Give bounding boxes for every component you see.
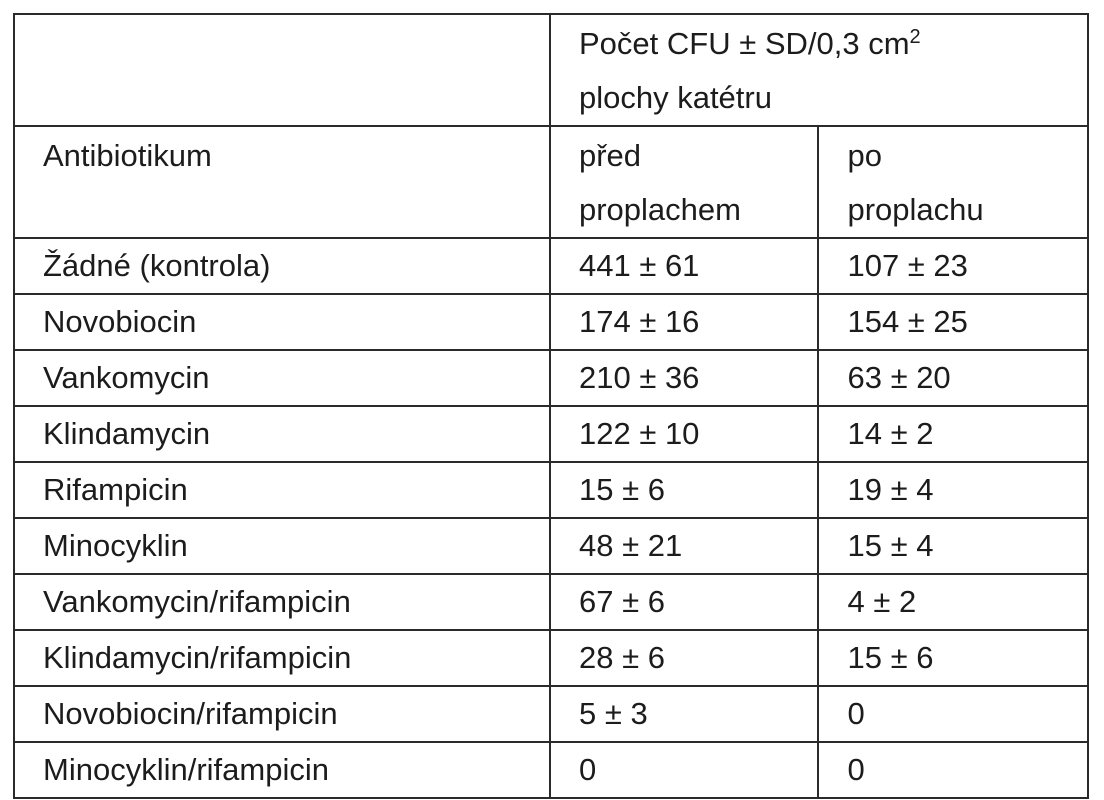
- cfu-heading-line2: plochy katétru: [578, 80, 772, 115]
- table-row: [14, 630, 1088, 686]
- antibiotic-cell: Minocyklin: [14, 518, 550, 574]
- table-row: [14, 294, 1088, 350]
- after-heading-line2: proplachu: [847, 192, 984, 227]
- cfu-heading-line1: [579, 17, 1087, 71]
- before-value-cell: 122 ± 10: [550, 406, 818, 462]
- antibiotic-cell: Novobiocin/rifampicin: [14, 686, 550, 742]
- before-value-cell: 174 ± 16: [550, 294, 818, 350]
- header-after-cell: [818, 126, 1088, 238]
- after-value-cell: 19 ± 4: [818, 462, 1088, 518]
- antibiotic-cell: Rifampicin: [14, 462, 550, 518]
- header-row-cfu: [14, 14, 1088, 126]
- antibiotic-heading: Antibiotikum: [43, 138, 212, 173]
- header-empty-cell: [14, 14, 550, 126]
- cfu-heading-superscript: 2: [909, 26, 921, 48]
- antibiotic-cell: Žádné (kontrola): [14, 238, 550, 294]
- before-value-cell: 5 ± 3: [550, 686, 818, 742]
- after-heading-line1: po: [847, 138, 882, 173]
- header-before-cell: [550, 126, 818, 238]
- before-value-cell: 15 ± 6: [550, 462, 818, 518]
- antibiotic-cell: Klindamycin/rifampicin: [14, 630, 550, 686]
- table-row: [14, 686, 1088, 742]
- header-cfu-cell: [550, 14, 1088, 126]
- cfu-table: [13, 13, 1089, 799]
- before-value-cell: 0: [550, 742, 818, 798]
- table-row: [14, 462, 1088, 518]
- after-value-cell: 0: [818, 742, 1088, 798]
- after-value-cell: 15 ± 4: [818, 518, 1088, 574]
- before-heading-line1: před: [578, 138, 642, 173]
- after-value-cell: 15 ± 6: [818, 630, 1088, 686]
- header-antibiotic-cell: [14, 126, 550, 238]
- antibiotic-cell: Novobiocin: [14, 294, 550, 350]
- antibiotic-cell: Klindamycin: [14, 406, 550, 462]
- table-row: [14, 742, 1088, 798]
- cfu-heading-text: Počet CFU ± SD/0,3 cm: [578, 26, 910, 61]
- antibiotic-cell: Vankomycin: [14, 350, 550, 406]
- table-row: [14, 518, 1088, 574]
- before-value-cell: 28 ± 6: [550, 630, 818, 686]
- antibiotic-cell: Vankomycin/rifampicin: [14, 574, 550, 630]
- table-row: [14, 406, 1088, 462]
- header-row-columns: [14, 126, 1088, 238]
- before-value-cell: 210 ± 36: [550, 350, 818, 406]
- after-value-cell: 154 ± 25: [818, 294, 1088, 350]
- before-heading-line2: proplachem: [578, 192, 741, 227]
- table-row: [14, 574, 1088, 630]
- before-value-cell: 48 ± 21: [550, 518, 818, 574]
- after-value-cell: 0: [818, 686, 1088, 742]
- after-value-cell: 107 ± 23: [818, 238, 1088, 294]
- table-row: [14, 350, 1088, 406]
- before-value-cell: 67 ± 6: [550, 574, 818, 630]
- antibiotic-cell: Minocyklin/rifampicin: [14, 742, 550, 798]
- before-value-cell: 441 ± 61: [550, 238, 818, 294]
- after-value-cell: 14 ± 2: [818, 406, 1088, 462]
- table-row: [14, 238, 1088, 294]
- after-value-cell: 63 ± 20: [818, 350, 1088, 406]
- after-value-cell: 4 ± 2: [818, 574, 1088, 630]
